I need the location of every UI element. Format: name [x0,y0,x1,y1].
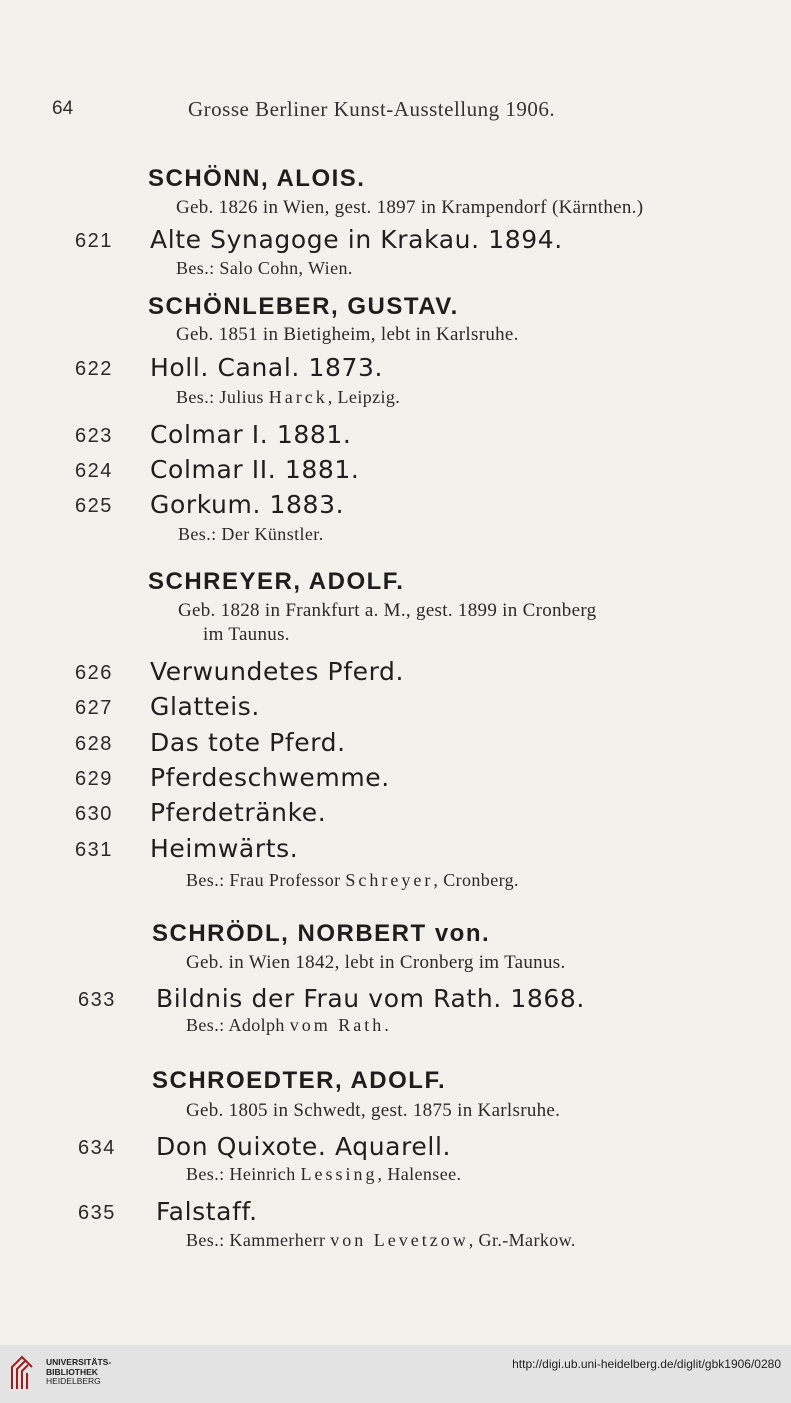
owner-name: Adolph [228,1015,285,1035]
owner-line [186,1230,576,1251]
work-title: Gorkum. 1883. [150,490,345,519]
catalog-number: 634 [78,1137,116,1159]
owner-name-spaced: von Levetzow [330,1230,469,1250]
running-title: Grosse Berliner Kunst-Ausstellung 1906. [188,97,556,121]
artist-bio: Geb. 1826 in Wien, gest. 1897 in Krampendorf (Kärnthen.) [176,197,644,218]
owner-prefix: Bes.: [186,1164,225,1184]
owner-place: , Leipzig. [327,387,401,407]
work-title: Falstaff. [156,1197,258,1226]
work-title: Pferdetränke. [150,798,327,827]
artist-name: SCHRÖDL, NORBERT von. [152,920,491,947]
catalog-number: 625 [75,495,113,517]
owner-prefix: Bes.: [186,1230,225,1250]
owner-prefix: Bes.: [186,1015,225,1035]
artist-name: SCHREYER, ADOLF. [148,568,405,595]
catalog-number: 623 [75,425,113,447]
owner-name-spaced: Schreyer [345,870,434,890]
work-title: Bildnis der Frau vom Rath. 1868. [156,984,585,1013]
owner-place: , Halensee. [377,1164,462,1184]
owner-line [176,387,400,408]
owner-place: , Gr.-Markow. [468,1230,576,1250]
work-title: Colmar I. 1881. [150,420,352,449]
owner-prefix: Bes.: [186,870,225,890]
owner-prefix: Bes.: [176,387,215,407]
artist-bio: Geb. 1851 in Bietigheim, lebt in Karlsruhe. [176,324,519,345]
owner-place: . [384,1015,390,1035]
owner-name: Salo Cohn, Wien. [219,258,353,278]
artist-bio-continued: im Taunus. [203,624,290,645]
catalog-number: 622 [75,358,113,380]
owner-name: Kammerherr [229,1230,326,1250]
catalog-number: 621 [75,230,113,252]
work-title: Glatteis. [150,692,260,721]
artist-name: SCHROEDTER, ADOLF. [152,1067,447,1094]
artist-bio: Geb. in Wien 1842, lebt in Cronberg im Taunus. [186,952,566,973]
library-footer [0,1345,791,1403]
university-library-logo-icon [8,1353,36,1393]
artist-bio: Geb. 1805 in Schwedt, gest. 1875 in Karlsruhe. [186,1100,561,1121]
work-title: Pferdeschwemme. [150,763,390,792]
work-title: Verwundetes Pferd. [150,657,405,686]
catalog-number: 629 [75,768,113,790]
work-title: Das tote Pferd. [150,728,346,757]
owner-name: Heinrich [229,1164,296,1184]
owner-line [178,524,324,545]
catalog-number: 631 [75,839,113,861]
catalog-number: 628 [75,733,113,755]
work-title: Alte Synagoge in Krakau. 1894. [150,225,563,254]
artist-name: SCHÖNN, ALOIS. [148,165,366,192]
work-title: Holl. Canal. 1873. [150,353,384,382]
owner-name-spaced: vom Rath [289,1015,385,1035]
source-url-link[interactable]: http://digi.ub.uni-heidelberg.de/diglit/gbk1906/0280 [512,1357,781,1371]
work-title: Don Quixote. Aquarell. [156,1132,452,1161]
owner-line [186,1015,389,1036]
owner-name: Der Künstler. [221,524,324,544]
owner-name: Julius [219,387,264,407]
owner-name-spaced: Harck [268,387,328,407]
owner-name: Frau Professor [229,870,341,890]
owner-line [186,870,519,891]
institution-name: UNIVERSITÄTS- BIBLIOTHEK HEIDELBERG [46,1357,112,1386]
page-number: 64 [52,98,74,119]
owner-prefix: Bes.: [178,524,217,544]
artist-bio: Geb. 1828 in Frankfurt a. M., gest. 1899 in Cronberg [178,600,597,621]
catalog-number: 626 [75,662,113,684]
artist-name: SCHÖNLEBER, GUSTAV. [148,293,459,320]
owner-line [186,1164,461,1185]
catalog-number: 633 [78,989,116,1011]
owner-place: , Cronberg. [433,870,519,890]
catalog-number: 635 [78,1202,116,1224]
catalog-number: 624 [75,460,113,482]
owner-prefix: Bes.: [176,258,215,278]
owner-name-spaced: Lessing [300,1164,378,1184]
work-title: Colmar II. 1881. [150,455,360,484]
work-title: Heimwärts. [150,834,299,863]
catalog-number: 630 [75,803,113,825]
catalog-number: 627 [75,697,113,719]
owner-line [176,258,353,279]
